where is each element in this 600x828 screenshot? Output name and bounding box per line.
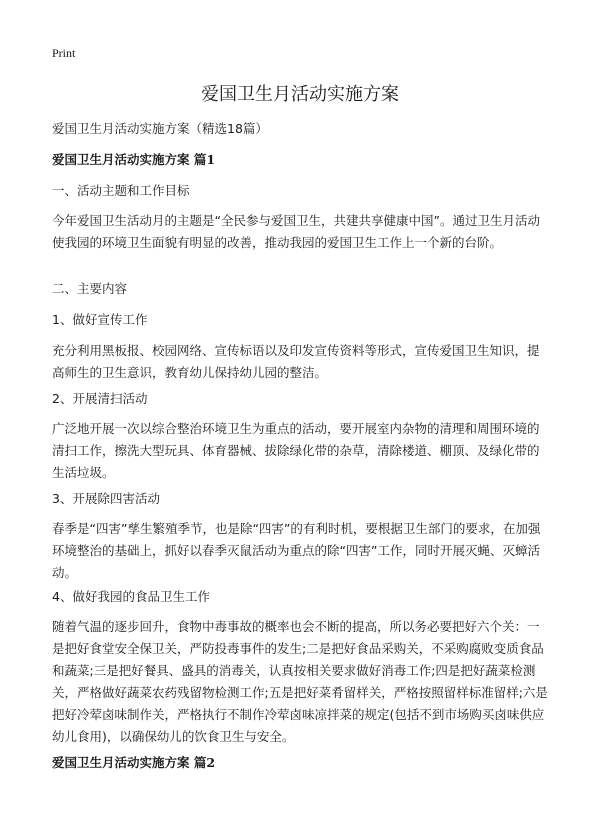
section2-heading: 爱国卫生月活动实施方案 篇2 (52, 755, 216, 770)
s1-heading-4: 2、开展清扫活动 (52, 391, 148, 406)
s1-heading-1: 一、活动主题和工作目标 (52, 183, 190, 198)
s1-heading-6: 4、做好我园的食品卫生工作 (52, 589, 210, 604)
s1-paragraph-1: 今年爱国卫生活动月的主题是“全民参与爱国卫生，共建共享健康中国”。通过卫生月活动使我园的环境卫生面貌有明显的改善，推动我园的爱国卫生工作上一个新的台阶。 (52, 213, 540, 250)
section1-heading: 爱国卫生月活动实施方案 篇1 (52, 152, 216, 167)
doc-subtitle: 爱国卫生月活动实施方案（精选18篇） (52, 121, 268, 136)
s1-heading-3: 1、做好宣传工作 (52, 312, 148, 327)
page-title: 爱国卫生月活动实施方案 (201, 84, 399, 105)
s1-heading-2: 二、主要内容 (52, 281, 128, 296)
s1-paragraph-3: 广泛地开展一次以综合整治环境卫生为重点的活动，要开展室内杂物的清理和周围环境的清扫工作，擦洗大型玩具、体育器械、拔除绿化带的杂草，清除楼道、棚顶、及绿化带的生活垃圾。 (52, 421, 540, 480)
s1-paragraph-5: 随着气温的逐步回升，食物中毒事故的概率也会不断的提高，所以务必要把好六个关：一是把好食堂安全保卫关，严防投毒事件的发生;二是把好食品采购关，不采购腐败变质食品和蔬菜;三是把好餐具、盛具的消毒关，认真按相关要求做好消毒工作;四是把好蔬菜检测关，严格做好蔬菜农药残留物检测工作;五是把好菜肴留样关，严格按照留样标准留样;六是把好冷荤卤味制作关，严格执行不制作冷荤卤味凉拌菜的规定(包括不到市场购买卤味供应幼儿食用)，以确保幼儿的饮食卫生与安全。 (52, 619, 548, 744)
s1-heading-5: 3、开展除四害活动 (52, 491, 160, 506)
s1-paragraph-4: 春季是“四害”孳生繁殖季节，也是除“四害”的有利时机，要根据卫生部门的要求，在加强环境整治的基础上，抓好以春季灭鼠活动为重点的除“四害”工作，同时开展灭蝇、灭蟑活动。 (52, 521, 541, 580)
s1-paragraph-2: 充分利用黑板报、校园网络、宣传标语以及印发宣传资料等形式，宣传爱国卫生知识，提高师生的卫生意识，教育幼儿保持幼儿园的整洁。 (52, 343, 540, 380)
print-label[interactable]: Print (52, 46, 76, 60)
